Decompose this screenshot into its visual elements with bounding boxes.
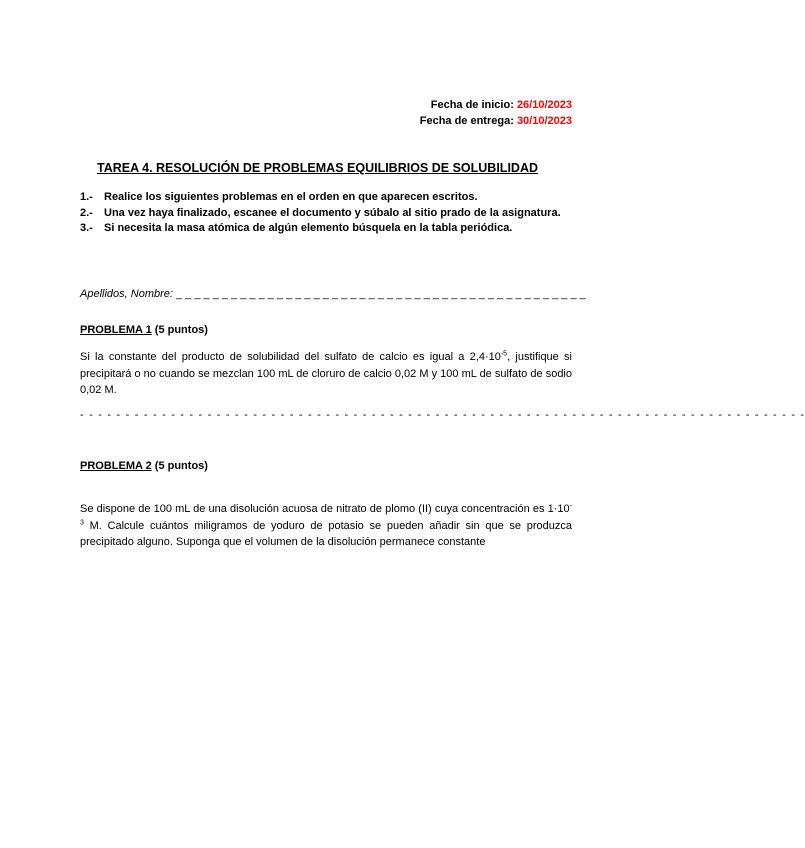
problem-1-points: (5 puntos) — [154, 324, 208, 336]
problem-2-exponent: -3 — [80, 502, 572, 526]
start-date-line — [420, 97, 572, 113]
name-field-blank: _ _ _ _ _ _ _ _ _ _ _ _ _ _ _ _ _ _ _ _ _ _ _ _ _ _ _ _ _ _ _ _ _ _ _ _ _ _ _ _ _ _ _ _ _ — [176, 288, 586, 300]
due-date-value: 30/10/2023 — [516, 115, 572, 127]
due-date-line — [420, 113, 572, 129]
instruction-number: 3.- — [80, 222, 93, 234]
separator-line: - - - - - - - - - - - - - - - - - - - - - - - - - - - - - - - - - - - - - - - - - - - - - - - - - - - - - - - - - - - - - - - - - - - - - - - - - - - - - - - - — [80, 409, 805, 421]
instruction-item — [80, 190, 570, 206]
instruction-item — [80, 221, 570, 237]
problem-1-text-b: , justifique si precipitará o no cuando se mezclan 100 mL de cloruro de calcio 0,02 M y 100 mL de sulfato de sodio 0,02 M. — [80, 351, 572, 396]
instruction-text: Realice los siguientes problemas en el orden en que aparecen escritos. — [104, 191, 478, 203]
instructions-list — [80, 190, 570, 237]
problem-2-title: PROBLEMA 2 — [80, 460, 152, 472]
name-field-label: Apellidos, Nombre: — [80, 288, 173, 300]
instruction-item — [80, 206, 570, 222]
problem-1-text-a: Si la constante del producto de solubilidad del sulfato de calcio es igual a 2,4·10 — [80, 351, 501, 363]
page-title: TAREA 4. RESOLUCIÓN DE PROBLEMAS EQUILIBRIOS DE SOLUBILIDAD — [97, 161, 538, 175]
start-date-value: 26/10/2023 — [516, 99, 572, 111]
instruction-text: Una vez haya finalizado, escanee el documento y súbalo al sitio prado de la asignatura. — [104, 206, 561, 219]
problem-1-heading — [80, 324, 208, 336]
name-field — [80, 288, 586, 300]
problem-1-title: PROBLEMA 1 — [80, 324, 152, 336]
problem-2-text-a: Se dispone de 100 mL de una disolución acuosa de nitrato de plomo (II) cuya concentración es 1·10 — [80, 503, 570, 515]
due-date-label: Fecha de entrega: — [419, 115, 514, 127]
problem-1-statement — [80, 349, 572, 399]
problem-2-statement — [80, 501, 572, 551]
problem-2-heading — [80, 460, 208, 472]
problem-1-exponent: -5 — [500, 350, 508, 358]
problem-2-text-b: M. Calcule cuántos miligramos de yoduro de potasio se pueden añadir sin que se produzca precipitado alguno. Suponga que el volumen de la disolución permanece constante — [80, 519, 572, 548]
problem-2-points: (5 puntos) — [154, 460, 208, 472]
instruction-text: Si necesita la masa atómica de algún elemento búsquela en la tabla periódica. — [104, 222, 513, 234]
instruction-number: 2.- — [80, 206, 93, 219]
instruction-number: 1.- — [80, 191, 93, 203]
dates-block — [420, 97, 572, 129]
start-date-label: Fecha de inicio: — [430, 99, 514, 111]
